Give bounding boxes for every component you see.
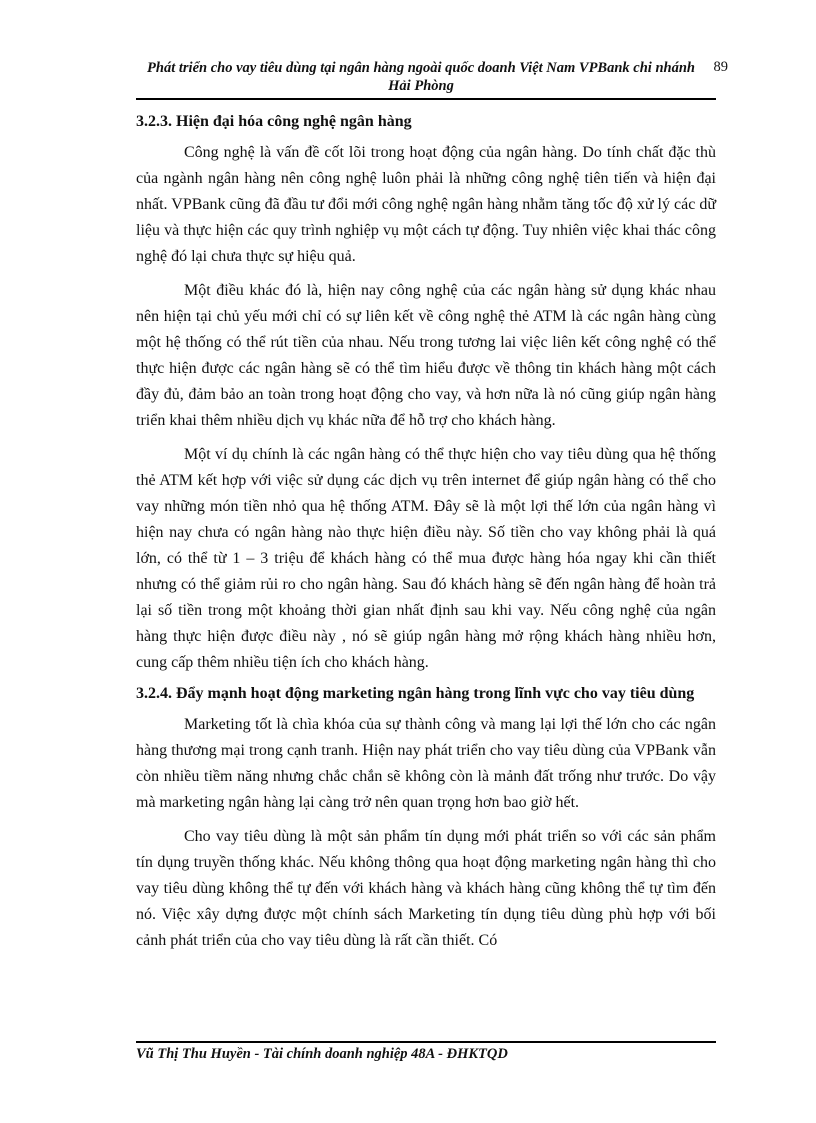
footer-divider [136, 1041, 716, 1043]
page-body [136, 112, 716, 962]
page-footer: Vũ Thị Thu Huyền - Tài chính doanh nghiệp 48A - ĐHKTQD [136, 1046, 508, 1062]
section-heading-3-2-3: 3.2.3. Hiện đại hóa công nghệ ngân hàng [136, 113, 412, 130]
page-number: 89 [713, 59, 728, 75]
paragraph: Công nghệ là vấn đề cốt lõi trong hoạt động của ngân hàng. Do tính chất đặc thù của ngành ngân hàng nên công nghệ luôn phải là những công nghệ tiên tiến và hiện đại nhất. VPBank cũng đã đầu tư đổi mới công nghệ ngân hàng nhằm tăng tốc độ xử lý các dữ liệu và thực hiện các quy trình nghiệp vụ một cách tự động. Tuy nhiên việc khai thác công nghệ đó lại chưa thực sự hiệu quả. [136, 144, 716, 265]
header-divider [136, 98, 716, 100]
section-heading-3-2-4: 3.2.4. Đẩy mạnh hoạt động marketing ngân hàng trong lĩnh vực cho vay tiêu dùng [136, 685, 695, 702]
paragraph: Marketing tốt là chìa khóa của sự thành công và mang lại lợi thế lớn cho các ngân hàng thương mại trong cạnh tranh. Hiện nay phát triển cho vay tiêu dùng của VPBank vẫn còn nhiều tiềm năng nhưng chắc chắn sẽ không còn là mảnh đất trống như trước. Do vậy mà marketing ngân hàng lại càng trở nên quan trọng hơn bao giờ hết. [136, 716, 716, 811]
paragraph: Một điều khác đó là, hiện nay công nghệ của các ngân hàng sử dụng khác nhau nên hiện tại chủ yếu mới chỉ có sự liên kết về công nghệ thẻ ATM là các ngân hàng cùng một hệ thống có thể rút tiền của nhau. Nếu trong tương lai việc liên kết công nghệ có thể thực hiện được các ngân hàng sẽ có thể tìm hiểu được về thông tin khách hàng một cách đầy đủ, đảm bảo an toàn trong hoạt động cho vay, và hơn nữa là nó cũng giúp ngân hàng triển khai thêm nhiều dịch vụ khác nữa để hỗ trợ cho khách hàng. [136, 282, 716, 429]
page-header [136, 59, 728, 95]
paragraph: Cho vay tiêu dùng là một sản phẩm tín dụng mới phát triển so với các sản phẩm tín dụng truyền thống khác. Nếu không thông qua hoạt động marketing ngân hàng thì cho vay tiêu dùng không thể tự đến với khách hàng và khách hàng cũng không thể tự tìm đến nó. Việc xây dựng được một chính sách Marketing tín dụng tiêu dùng phù hợp với bối cảnh phát triển của cho vay tiêu dùng là rất cần thiết. Có [136, 828, 716, 949]
paragraph: Một ví dụ chính là các ngân hàng có thể thực hiện cho vay tiêu dùng qua hệ thống thẻ ATM kết hợp với việc sử dụng các dịch vụ trên internet để giúp ngân hàng có thể cho vay những món tiền nhỏ qua hệ thống ATM. Đây sẽ là một lợi thế lớn của ngân hàng vì hiện nay chưa có ngân hàng nào thực hiện điều này. Số tiền cho vay không phải là quá lớn, có thể từ 1 – 3 triệu để khách hàng có thể mua được hàng hóa ngay khi cần thiết nhưng có thể giảm rủi ro cho ngân hàng. Sau đó khách hàng sẽ đến ngân hàng để hoàn trả lại số tiền trong một khoảng thời gian nhất định sau khi vay. Nếu công nghệ của ngân hàng thực hiện được điều này , nó sẽ giúp ngân hàng mở rộng khách hàng nhiều hơn, cung cấp thêm nhiều tiện ích cho khách hàng. [136, 446, 716, 671]
header-title: Phát triển cho vay tiêu dùng tại ngân hàng ngoài quốc doanh Việt Nam VPBank chi nhánh Hải Phòng [147, 60, 695, 94]
